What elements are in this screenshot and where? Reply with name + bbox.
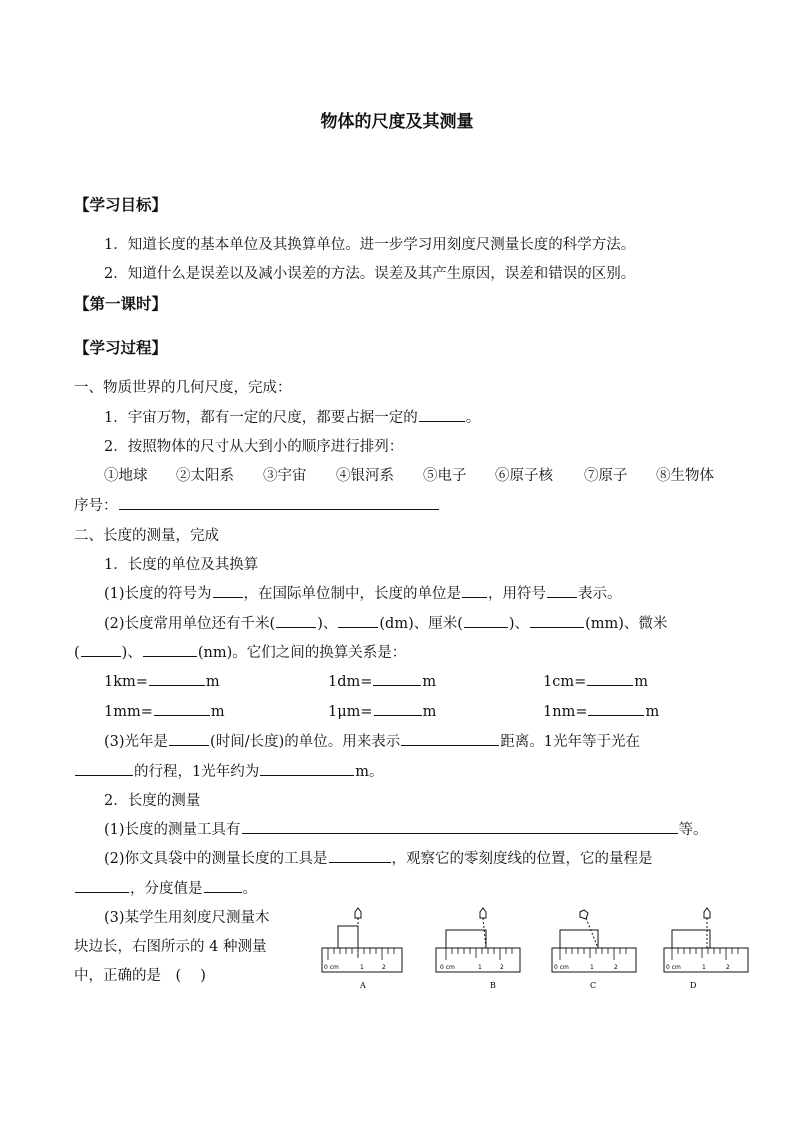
answer-blank[interactable]: [329, 848, 391, 863]
ruler-figure-c: [550, 908, 640, 994]
text: 1mm=: [104, 704, 153, 720]
order-label: 序号：: [74, 498, 118, 514]
answer-blank[interactable]: [338, 613, 378, 628]
text: )、: [508, 616, 530, 632]
answer-blank[interactable]: [143, 642, 197, 657]
goals-header: 【学习目标】: [74, 195, 168, 214]
text: 1μm=: [328, 704, 373, 720]
text: (3)光年是: [104, 734, 169, 750]
part1-q2: 2．按照物体的尺寸从大到小的顺序进行排列：: [104, 439, 404, 455]
text: m。: [355, 764, 384, 780]
figure-label-a: A: [360, 981, 366, 990]
text: 1cm=: [543, 674, 587, 690]
answer-blank[interactable]: [81, 642, 121, 657]
ruler-figure-a: [320, 908, 410, 994]
item-universe: ③宇宙: [263, 468, 307, 484]
goal-2: 2．知道什么是误差以及减小误差的方法。误差及其产生原因，误差和错误的区别。: [104, 266, 636, 282]
item-organism: ⑧生物体: [656, 468, 714, 484]
figure-label-b: B: [490, 981, 496, 990]
answer-blank[interactable]: [547, 583, 577, 598]
answer-blank[interactable]: [464, 613, 508, 628]
answer-blank[interactable]: [588, 701, 644, 716]
conv-mm: [104, 701, 225, 720]
part1-q1-text: 1．宇宙万物，都有一定的尺度，都要占据一定的: [104, 410, 418, 426]
text: 1dm=: [328, 674, 373, 690]
tick-label-2: 2: [500, 964, 504, 971]
conv-km: [104, 671, 220, 690]
text: m: [634, 674, 648, 690]
text: (2)长度常用单位还有千米(: [104, 616, 276, 632]
conv-cm: [543, 671, 648, 690]
ruler-a-svg: [320, 908, 410, 990]
item-solar-system: ②太阳系: [176, 468, 234, 484]
item-nucleus: ⑥原子核: [495, 468, 553, 484]
answer-blank[interactable]: [154, 701, 210, 716]
part2-heading: 二、长度的测量，完成: [74, 528, 219, 544]
ruler-figure-b: [434, 908, 524, 994]
item-atom: ⑦原子: [584, 468, 628, 484]
part2-sub1: 1．长度的单位及其换算: [104, 557, 259, 573]
answer-blank[interactable]: [260, 761, 354, 776]
q3-line3: 中，正确的是 ( ): [74, 968, 206, 984]
answer-blank[interactable]: [530, 613, 584, 628]
measure-3: [74, 877, 257, 898]
text: )、: [121, 645, 142, 661]
text: (dm)、厘米(: [379, 616, 463, 632]
conv-um: [328, 701, 436, 720]
text: m: [205, 674, 220, 690]
measure-2: [104, 847, 653, 868]
q3-line2: 块边长，右图所示的 4 种测量: [74, 939, 267, 955]
tick-label-0: 0 cm: [440, 964, 455, 971]
answer-blank[interactable]: [401, 731, 499, 746]
answer-blank[interactable]: [75, 761, 133, 776]
lesson-header: 【第一课时】: [74, 294, 168, 313]
text: (nm)。它们之间的换算关系是：: [197, 645, 407, 661]
text: (2)你文具袋中的测量长度的工具是: [104, 851, 328, 867]
line-4: [104, 730, 640, 751]
goal-1: 1．知道长度的基本单位及其换算单位。进一步学习用刻度尺测量长度的科学方法。: [104, 237, 636, 253]
ruler-figure-d: [662, 908, 752, 994]
text: ，在国际单位制中，长度的单位是: [243, 586, 462, 602]
text: (时间/长度)的单位。用来表示: [210, 734, 401, 750]
process-header: 【学习过程】: [74, 338, 168, 357]
answer-blank[interactable]: [149, 671, 205, 686]
answer-blank[interactable]: [462, 583, 487, 598]
figure-label-d: D: [690, 981, 697, 990]
line-2: [104, 612, 667, 633]
part1-q1-end: 。: [465, 410, 481, 426]
q3-line1: (3)某学生用刻度尺测量木: [104, 910, 270, 926]
answer-blank[interactable]: [587, 671, 633, 686]
conv-nm: [543, 701, 659, 720]
order-answer-blank[interactable]: [119, 495, 439, 510]
item-electron: ⑤电子: [423, 468, 467, 484]
answer-blank[interactable]: [374, 701, 422, 716]
figure-label-c: C: [590, 981, 597, 990]
text: 的行程，1光年约为: [134, 764, 260, 780]
answer-blank[interactable]: [75, 878, 129, 893]
answer-blank[interactable]: [242, 819, 678, 834]
text: 1nm=: [543, 704, 588, 720]
text: 。: [242, 881, 257, 897]
item-galaxy: ④银河系: [336, 468, 394, 484]
answer-blank[interactable]: [204, 878, 242, 893]
text: m: [210, 704, 225, 720]
tick-label-2: 2: [614, 964, 618, 971]
answer-blank[interactable]: [169, 731, 209, 746]
answer-blank[interactable]: [373, 671, 421, 686]
conv-dm: [328, 671, 436, 690]
part1-q1: [104, 406, 480, 427]
text: ，分度值是: [130, 881, 203, 897]
answer-blank[interactable]: [213, 583, 243, 598]
text: 表示。: [578, 586, 622, 602]
tick-label-2: 2: [382, 964, 386, 971]
text: ，用符号: [488, 586, 547, 602]
line-5: [74, 760, 383, 781]
text: 1km=: [104, 674, 148, 690]
part2-sub2: 2．长度的测量: [104, 793, 201, 809]
tick-label-1: 1: [702, 964, 706, 971]
text: )、: [317, 616, 338, 632]
text: m: [422, 704, 437, 720]
text: m: [422, 674, 437, 690]
tick-label-1: 1: [360, 964, 364, 971]
text: (: [74, 645, 80, 661]
ruler-c-svg: [550, 908, 640, 990]
text: ，观察它的零刻度线的位置，它的量程是: [391, 851, 653, 867]
text: 距离。1光年等于光在: [500, 734, 640, 750]
tick-label-1: 1: [478, 964, 482, 971]
part1-heading: 一、物质世界的几何尺度，完成：: [74, 380, 292, 396]
ruler-b-svg: [434, 908, 524, 990]
answer-blank[interactable]: [276, 613, 316, 628]
tick-label-0: 0 cm: [554, 964, 569, 971]
text: 等。: [678, 822, 708, 838]
page-title: 物体的尺度及其测量: [320, 112, 474, 132]
item-earth: ①地球: [104, 468, 148, 484]
text: (1)长度的符号为: [104, 586, 212, 602]
line-3: [74, 641, 406, 662]
ruler-d-svg: [662, 908, 752, 990]
tick-label-2: 2: [726, 964, 730, 971]
text: (mm)、微米: [585, 616, 668, 632]
text: m: [645, 704, 660, 720]
tick-label-0: 0 cm: [324, 964, 339, 971]
tick-label-1: 1: [590, 964, 594, 971]
tick-label-0: 0 cm: [666, 964, 681, 971]
text: (1)长度的测量工具有: [104, 822, 241, 838]
order-line: [74, 494, 440, 515]
measure-1: [104, 818, 708, 839]
line-1: [104, 582, 622, 603]
answer-blank[interactable]: [419, 407, 465, 422]
